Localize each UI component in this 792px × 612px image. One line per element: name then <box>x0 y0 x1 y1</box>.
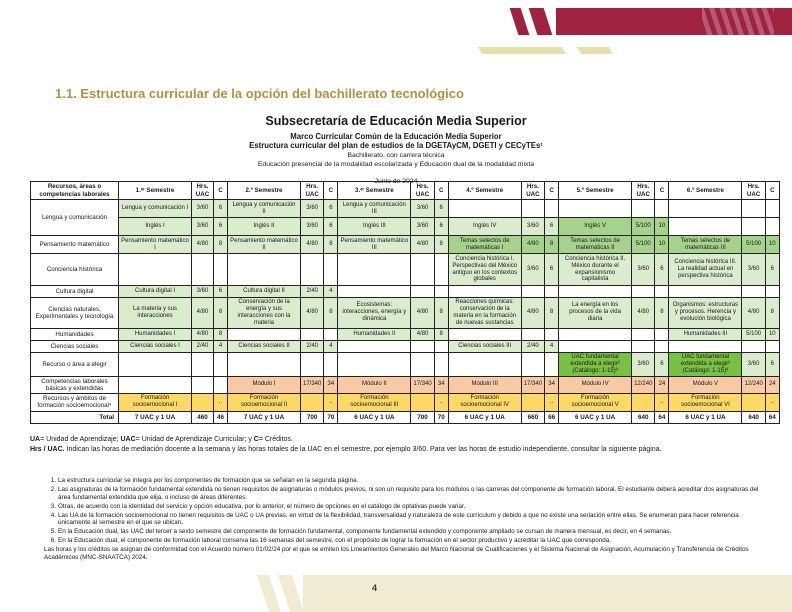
maroon-band-light-stripes <box>702 8 774 35</box>
credits-cell <box>545 286 559 298</box>
footnotes <box>44 477 760 563</box>
footnote-number: 5. <box>50 528 56 536</box>
row-label: Ciencias sociales <box>31 340 119 352</box>
hrs-cell <box>192 376 214 393</box>
hrs-cell: 2/40 <box>192 340 214 352</box>
hrs-cell: 3/60 <box>192 286 214 298</box>
row-label: Lengua y comunicación <box>31 200 119 236</box>
subject-cell: Cultura digital II <box>228 286 301 298</box>
subject-cell: Reacciones químicas: conservación de la materia en la formación de nuevas sustancias <box>448 298 521 329</box>
footnote-number: 3. <box>50 502 56 510</box>
row-label: Competencias laborales básicas y extendidas <box>31 376 119 393</box>
hrs-uac-header: Hrs. UAC <box>632 182 655 200</box>
hrs-cell: 4/80 <box>742 298 765 329</box>
hrs-cell <box>411 393 434 411</box>
footnote-item <box>44 512 760 527</box>
credits-cell: 8 <box>545 236 559 254</box>
hrs-cell <box>301 393 324 411</box>
subject-cell <box>669 200 742 218</box>
credits-cell: 6 <box>655 352 669 376</box>
credits-cell <box>765 200 779 218</box>
subject-cell <box>338 340 411 352</box>
subject-cell: Pensamiento matemático II <box>228 236 301 254</box>
hrs-cell <box>521 352 544 376</box>
credits-cell: 8 <box>434 298 448 329</box>
credits-cell: .. <box>324 393 338 411</box>
hrs-cell: 12/240 <box>632 376 655 393</box>
row-label: Recurso o área a elegir <box>31 352 119 376</box>
credits-cell: 34 <box>434 376 448 393</box>
credits-cell: 10 <box>655 236 669 254</box>
semester-header: 4.º Semestre <box>448 182 521 200</box>
hrs-cell: 4/80 <box>301 298 324 329</box>
total-uac-cell: 7 UAC y 1 UA <box>119 411 192 423</box>
subject-cell <box>448 328 521 340</box>
credits-cell <box>765 286 779 298</box>
footnote-item <box>44 503 760 511</box>
legend-term: Hrs / UAC. <box>30 446 65 454</box>
legend-line <box>30 435 760 445</box>
credits-cell: 34 <box>545 376 559 393</box>
maroon-stripe-small-2 <box>529 8 553 35</box>
credits-cell: 10 <box>765 328 779 340</box>
subject-cell: Humanidades III <box>669 328 742 340</box>
footnote-number: 1. <box>50 477 56 484</box>
credits-cell <box>545 200 559 218</box>
credits-cell: 6 <box>655 254 669 286</box>
subject-cell: Formación socioemocional VI <box>669 393 742 411</box>
subject-cell: Módulo IV <box>559 376 632 393</box>
subject-cell: Módulo I <box>228 376 301 393</box>
subject-cell: Ciencias sociales III <box>448 340 521 352</box>
credits-cell <box>434 340 448 352</box>
hrs-cell <box>411 286 434 298</box>
hrs-cell <box>411 352 434 376</box>
credits-cell <box>214 352 228 376</box>
subject-cell <box>119 376 192 393</box>
subject-cell: Inglés V <box>559 218 632 236</box>
credits-cell <box>765 218 779 236</box>
credits-cell: 8 <box>214 328 228 340</box>
hrs-cell: 2/40 <box>521 340 544 352</box>
hrs-cell: 4/80 <box>632 298 655 329</box>
credits-cell <box>765 340 779 352</box>
subject-cell <box>669 218 742 236</box>
total-credits-cell: 64 <box>655 411 669 423</box>
total-uac-cell: 6 UAC y 1 UA <box>448 411 521 423</box>
header-modalidad: Educación presencial de la modalidad escolarizada y Educación dual de la modalidad mixta <box>257 160 535 168</box>
footnote-item <box>44 537 760 545</box>
header-estructura-plan: Estructura curricular del plan de estudios de la DGETAyCM, DGETI y CECyTEs¹ <box>249 141 543 151</box>
total-credits-cell: 66 <box>545 411 559 423</box>
gold-bar-segment-2 <box>577 47 613 54</box>
header-marco-curricular: Marco Curricular Común de la Educación Media Superior <box>290 131 502 141</box>
legend-term: UAC <box>120 436 136 443</box>
subject-cell: Ciencias sociales I <box>119 340 192 352</box>
hrs-cell <box>632 393 655 411</box>
credits-cell: 4 <box>545 340 559 352</box>
subject-cell: Formación socioemocional V <box>559 393 632 411</box>
credits-cell: 8 <box>434 236 448 254</box>
credits-cell <box>324 328 338 340</box>
hrs-cell: 3/60 <box>301 200 324 218</box>
row-label: Conciencia histórica <box>31 254 119 286</box>
hrs-cell: 4/80 <box>411 298 434 329</box>
subject-cell: Inglés I <box>119 218 192 236</box>
subject-cell: Humanidades II <box>338 328 411 340</box>
subject-cell: Temas selectos de matemáticas II <box>559 236 632 254</box>
subject-cell: Ecosistemas: interacciones, energía y dinámica <box>338 298 411 329</box>
subject-cell <box>338 352 411 376</box>
cream-footer-band <box>303 575 792 612</box>
total-credits-cell: 70 <box>434 411 448 423</box>
subject-cell: Organismos: estructuras y procesos. Herencia y evolución biológica <box>669 298 742 329</box>
footnote-item <box>44 486 760 501</box>
credits-cell: 6 <box>434 200 448 218</box>
credits-cell <box>214 376 228 393</box>
legend-text: Indican las horas de mediación docente a la semana y las horas totales de la UAC en el semestre, por ejemplo 3/60. Para ver las horas de estudio independiente, consultar la siguiente página. <box>64 446 662 454</box>
hrs-cell <box>411 340 434 352</box>
total-uac-cell: 6 UAC y 1 UA <box>338 411 411 423</box>
credits-cell <box>324 352 338 376</box>
subject-cell: Lengua y comunicación I <box>119 200 192 218</box>
total-label: Total <box>31 411 119 423</box>
subject-cell: Módulo III <box>448 376 521 393</box>
hrs-cell: 4/80 <box>411 236 434 254</box>
hrs-cell: 3/60 <box>742 254 765 286</box>
subject-cell <box>559 286 632 298</box>
hrs-cell: 3/60 <box>742 352 765 376</box>
row-label: Cultura digital <box>31 286 119 298</box>
total-hrs-cell: 660 <box>521 411 544 423</box>
total-credits-cell: 64 <box>765 411 779 423</box>
total-credits-cell: 46 <box>214 411 228 423</box>
credits-header: C <box>324 182 338 200</box>
hrs-cell: 2/40 <box>301 340 324 352</box>
credits-cell: 4 <box>324 286 338 298</box>
credits-cell: 8 <box>324 298 338 329</box>
hrs-cell: 17/340 <box>411 376 434 393</box>
hrs-cell: 17/340 <box>521 376 544 393</box>
maroon-stripe-small-1 <box>510 8 530 35</box>
row-label: Ciencias naturales, Experimentales y tecnología <box>31 298 119 329</box>
subject-cell <box>448 286 521 298</box>
hrs-cell <box>411 254 434 286</box>
row-label: Pensamiento matemático <box>31 236 119 254</box>
subject-cell: Inglés II <box>228 218 301 236</box>
legend-term: C <box>253 436 259 443</box>
credits-cell: .. <box>214 393 228 411</box>
hrs-cell <box>632 340 655 352</box>
subject-cell: Módulo II <box>338 376 411 393</box>
credits-cell: 8 <box>434 328 448 340</box>
subject-cell: Conciencia histórica I. Perspectivas del México antiguo en los contextos globales <box>448 254 521 286</box>
credits-header: C <box>545 182 559 200</box>
credits-cell: 10 <box>765 236 779 254</box>
hrs-cell: 3/60 <box>192 200 214 218</box>
section-title: 1.1. Estructura curricular de la opción del bachillerato tecnológico <box>55 86 464 101</box>
credits-cell: .. <box>434 393 448 411</box>
hrs-cell: 4/80 <box>192 298 214 329</box>
credits-header: C <box>655 182 669 200</box>
curriculum-table <box>30 181 780 424</box>
credits-cell: 6 <box>214 286 228 298</box>
subject-cell <box>448 200 521 218</box>
hrs-cell <box>192 254 214 286</box>
subject-cell: La materia y sus interacciones <box>119 298 192 329</box>
hrs-cell: 4/80 <box>521 236 544 254</box>
credits-header: C <box>214 182 228 200</box>
hrs-cell <box>521 200 544 218</box>
hrs-cell: 12/240 <box>742 376 765 393</box>
hrs-cell: 3/60 <box>301 218 324 236</box>
subject-cell: Formación socioemocional IV <box>448 393 521 411</box>
subject-cell <box>559 200 632 218</box>
credits-cell: 10 <box>655 218 669 236</box>
hrs-cell <box>521 393 544 411</box>
hrs-cell: 4/80 <box>521 298 544 329</box>
hrs-uac-header: Hrs. UAC <box>192 182 214 200</box>
credits-cell: 6 <box>765 254 779 286</box>
credits-cell: 4 <box>324 340 338 352</box>
credits-cell <box>434 286 448 298</box>
hrs-uac-header: Hrs. UAC <box>411 182 434 200</box>
total-hrs-cell: 640 <box>632 411 655 423</box>
footnote-number: 4. <box>50 511 56 519</box>
credits-cell <box>545 328 559 340</box>
subject-cell: Formación socioemocional II <box>228 393 301 411</box>
credits-cell: 6 <box>545 254 559 286</box>
credits-cell: 6 <box>324 200 338 218</box>
subject-cell: Lengua y comunicación II <box>228 200 301 218</box>
footnote-text: Las asignaturas de la formación fundamental extendida no tienen requisitos de asignaturas o módulos previos, ni son un requisito para los módulos o las carreras del componente de formación laboral. El estudiante deberá acreditar dos asignaturas del área fundamental extendida que elija, o incluso de áreas diferentes. <box>58 486 759 501</box>
hrs-cell <box>192 352 214 376</box>
total-hrs-cell: 460 <box>192 411 214 423</box>
hrs-cell: 4/80 <box>301 236 324 254</box>
hrs-cell: 5/100 <box>742 328 765 340</box>
subject-cell: Conciencia histórica II. México durante el expansionismo capitalista <box>559 254 632 286</box>
footnote-text: Las horas y los créditos se asignan de conformidad con el Acuerdo número 01/02/24 por el que se emiten los Lineamientos Generales del Marco Nacional de Cualificaciones y el Sistema Nacional de Asignación, Acumulación y Transferencia de Créditos Académicos (MNC-SNAATCA) 2024. <box>44 546 749 561</box>
footnote-item <box>44 477 760 485</box>
subject-cell <box>119 254 192 286</box>
subject-cell: Lengua y comunicación III <box>338 200 411 218</box>
total-hrs-cell: 700 <box>411 411 434 423</box>
credits-cell: .. <box>655 393 669 411</box>
credits-cell <box>655 328 669 340</box>
cream-stripe-small-2 <box>278 575 304 612</box>
header-subsecretaria: Subsecretaría de Educación Media Superior <box>265 114 527 128</box>
total-uac-cell: 6 UAC y 1 UA <box>669 411 742 423</box>
credits-cell: 4 <box>214 340 228 352</box>
subject-cell <box>119 352 192 376</box>
hrs-cell: 3/60 <box>632 352 655 376</box>
subject-cell: Inglés III <box>338 218 411 236</box>
hrs-cell <box>192 393 214 411</box>
credits-cell: 6 <box>214 200 228 218</box>
footnote-text: Otras, de acuerdo con la identidad del servicio y opción educativa, por lo anterior, el número de opciones en el catálogo de optativas puede variar. <box>58 502 466 510</box>
hrs-uac-header: Hrs. UAC <box>521 182 544 200</box>
hrs-cell <box>632 286 655 298</box>
total-credits-cell: 70 <box>324 411 338 423</box>
semester-header: 1.ᵉʳ Semestre <box>119 182 192 200</box>
subject-cell: Inglés IV <box>448 218 521 236</box>
hrs-cell <box>742 393 765 411</box>
subject-cell: UAC fundamental extendida a elegir² (Catálogo: 1-15)³ <box>669 352 742 376</box>
subject-cell: Ciencias sociales II <box>228 340 301 352</box>
hrs-cell: 5/100 <box>632 236 655 254</box>
subject-cell <box>338 254 411 286</box>
credits-cell <box>214 254 228 286</box>
credits-cell: .. <box>545 393 559 411</box>
credits-cell: 8 <box>324 236 338 254</box>
credits-cell: 6 <box>324 218 338 236</box>
credits-cell: 24 <box>655 376 669 393</box>
credits-cell: 6 <box>545 218 559 236</box>
credits-cell <box>545 352 559 376</box>
subject-cell: La energía en los procesos de la vida diaria <box>559 298 632 329</box>
hrs-cell <box>742 218 765 236</box>
semester-header: 6.º Semestre <box>669 182 742 200</box>
hrs-cell: 3/60 <box>411 218 434 236</box>
hrs-cell <box>521 328 544 340</box>
credits-cell: 8 <box>655 298 669 329</box>
subject-cell <box>669 286 742 298</box>
hrs-cell: 3/60 <box>411 200 434 218</box>
hrs-cell: 5/100 <box>742 236 765 254</box>
hrs-cell: 4/80 <box>192 328 214 340</box>
hrs-cell: 3/60 <box>192 218 214 236</box>
subject-cell: Formación socioemocional I <box>119 393 192 411</box>
hrs-cell: 3/60 <box>521 218 544 236</box>
subject-cell: UAC fundamental extendida a elegir² (Catálogo: 1-15)³ <box>559 352 632 376</box>
total-uac-cell: 7 UAC y 1 UA <box>228 411 301 423</box>
credits-header: C <box>434 182 448 200</box>
credits-cell: 8 <box>545 298 559 329</box>
credits-cell <box>324 254 338 286</box>
subject-cell <box>448 352 521 376</box>
subject-cell <box>559 340 632 352</box>
subject-cell: Pensamiento matemático III <box>338 236 411 254</box>
footnote-text: La estructura curricular se integra por los componentes de formación que se señalan en la segunda página. <box>58 477 359 484</box>
legend-term: UA <box>30 436 41 443</box>
hrs-uac-header: Hrs. UAC <box>301 182 324 200</box>
header-bachillerato: Bachillerato, con carrera técnica <box>347 152 445 160</box>
corner-header: Recursos, áreas o competencias laborales <box>31 182 119 200</box>
footnote-item <box>44 528 760 536</box>
credits-cell: 6 <box>434 218 448 236</box>
subject-cell <box>559 328 632 340</box>
legend-line <box>30 445 760 455</box>
hrs-cell <box>301 254 324 286</box>
hrs-uac-header: Hrs. UAC <box>742 182 765 200</box>
footnote-number: 6. <box>50 537 56 545</box>
legend <box>30 435 760 455</box>
hrs-cell <box>301 328 324 340</box>
credits-cell: 34 <box>324 376 338 393</box>
subject-cell <box>228 254 301 286</box>
hrs-cell: 3/60 <box>521 254 544 286</box>
legend-text: = Unidad de Aprendizaje; <box>40 436 121 443</box>
footnote-item <box>44 546 760 561</box>
hrs-cell: 3/60 <box>632 254 655 286</box>
credits-cell <box>434 254 448 286</box>
subject-cell: Módulo V <box>669 376 742 393</box>
credits-header: C <box>765 182 779 200</box>
footnote-text: Las UA de la formación socioemocional no tienen requisitos de UAC o UA previas, en virtud de la flexibilidad, transversalidad y naturaleza de este currículum y debido a que no existe una seriación entre ellas. Se enumeran para hacer referencia únicamente al semestre en el que se ubican. <box>58 511 739 527</box>
legend-text: = Unidad de Aprendizaje Curricular; y <box>135 436 254 443</box>
hrs-cell <box>521 286 544 298</box>
subject-cell: Conciencia histórica III. La realidad actual en perspectiva histórica <box>669 254 742 286</box>
credits-cell: 8 <box>214 236 228 254</box>
semester-header: 5.º Semestre <box>559 182 632 200</box>
row-label: Humanidades <box>31 328 119 340</box>
page-number: 4 <box>372 583 378 593</box>
hrs-cell: 4/80 <box>411 328 434 340</box>
subject-cell: Pensamiento matemático I <box>119 236 192 254</box>
footnote-text: En la Educación dual, el componente de formación laboral conserva las 16 semanas del semestre, con el propósito de lograr la formación en el sector productivo y acreditar la UAC que corresponda. <box>58 537 612 545</box>
hrs-cell <box>742 286 765 298</box>
hrs-cell <box>632 200 655 218</box>
subject-cell <box>228 328 301 340</box>
document-header <box>0 114 792 187</box>
hrs-cell: 2/40 <box>301 286 324 298</box>
row-label: Recursos y ámbitos de formación socioemocional⁴ <box>31 393 119 411</box>
legend-text: = Créditos. <box>258 436 293 443</box>
hrs-cell <box>301 352 324 376</box>
semester-header: 2.º Semestre <box>228 182 301 200</box>
hrs-cell: 4/80 <box>192 236 214 254</box>
header-date: Junio de 2024 <box>374 178 418 186</box>
hrs-cell: 17/340 <box>301 376 324 393</box>
subject-cell: Cultura digital I <box>119 286 192 298</box>
subject-cell: Conservación de la energía y sus interacciones con la materia <box>228 298 301 329</box>
subject-cell: Humanidades I <box>119 328 192 340</box>
subject-cell <box>669 340 742 352</box>
hrs-cell <box>742 200 765 218</box>
hrs-cell: 5/100 <box>632 218 655 236</box>
hrs-cell <box>632 328 655 340</box>
hrs-cell <box>742 340 765 352</box>
total-uac-cell: 6 UAC y 1 UA <box>559 411 632 423</box>
subject-cell <box>338 286 411 298</box>
credits-cell: 24 <box>765 376 779 393</box>
semester-header: 3.ᵉʳ Semestre <box>338 182 411 200</box>
cream-stripe-small-1 <box>257 575 281 612</box>
credits-cell: 6 <box>214 218 228 236</box>
total-hrs-cell: 700 <box>301 411 324 423</box>
credits-cell: 8 <box>214 298 228 329</box>
footnote-text: En la Educación dual, las UAC del tercer a sexto semestre del componente de formación fundamental, componente fundamental extendido y componente ampliado se cursan de manera mensual, es decir, en 4 semanas. <box>58 528 672 536</box>
gold-bar-segment-1 <box>478 47 566 54</box>
credits-cell <box>434 352 448 376</box>
credits-cell: 6 <box>765 352 779 376</box>
credits-cell: .. <box>765 393 779 411</box>
subject-cell: Temas selectos de matemáticas III <box>669 236 742 254</box>
credits-cell: 8 <box>765 298 779 329</box>
credits-cell <box>655 286 669 298</box>
footnote-number: 2. <box>50 486 56 494</box>
credits-cell <box>655 340 669 352</box>
total-hrs-cell: 640 <box>742 411 765 423</box>
subject-cell: Formación socioemocional III <box>338 393 411 411</box>
credits-cell <box>655 200 669 218</box>
subject-cell: Temas selectos de matemáticas I <box>448 236 521 254</box>
subject-cell <box>228 352 301 376</box>
